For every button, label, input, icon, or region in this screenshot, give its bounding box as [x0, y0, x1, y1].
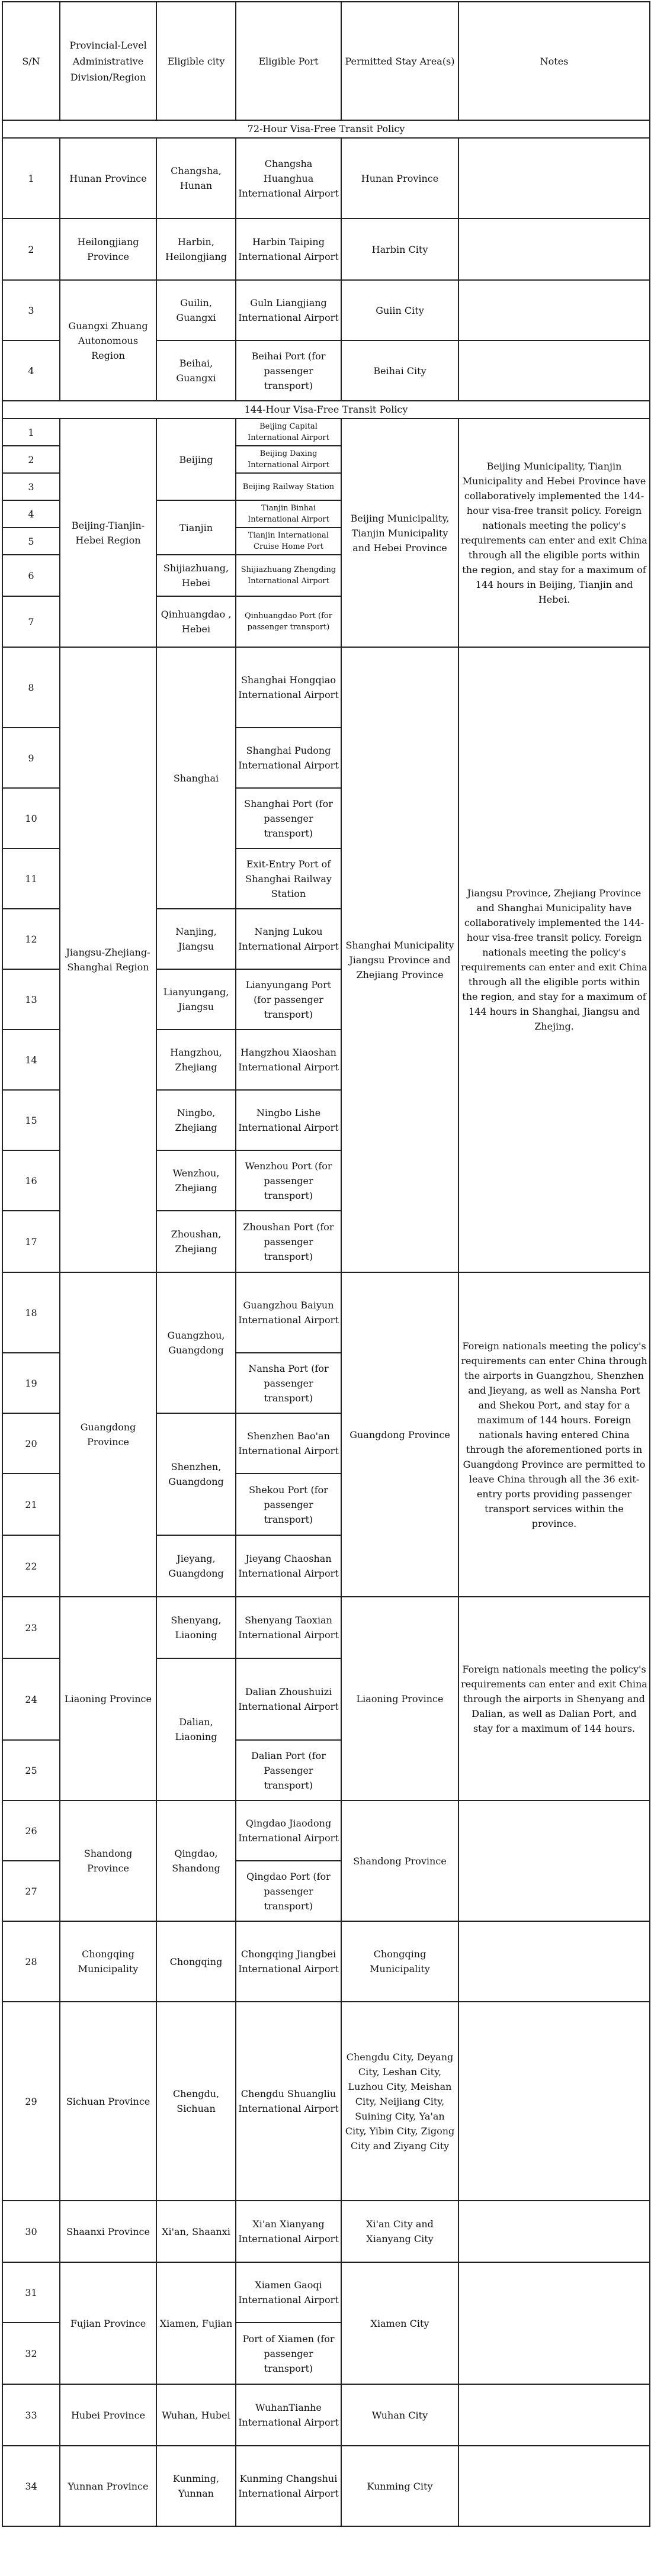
cell-area: Shanghai Municipality Jiangsu Province and Zhejiang Province: [341, 647, 458, 1272]
cell-port: Dalian Zhoushuizi International Airport: [236, 1658, 341, 1740]
cell-port: Shanghai Pudong International Airport: [236, 728, 341, 788]
cell-sn: 21: [2, 1474, 60, 1535]
cell-notes: [458, 280, 650, 340]
cell-notes: [458, 2201, 650, 2262]
cell-division: Yunnan Province: [60, 2446, 156, 2526]
cell-area: Guiin City: [341, 280, 458, 340]
cell-city: Dalian, Liaoning: [156, 1658, 236, 1800]
cell-sn: 3: [2, 280, 60, 340]
table-row: [2, 280, 650, 340]
table-row: [2, 1597, 650, 1658]
cell-city: Changsha, Hunan: [156, 138, 236, 218]
cell-port: Changsha Huanghua International Airport: [236, 138, 341, 218]
cell-area: Chengdu City, Deyang City, Leshan City, Luzhou City, Meishan City, Neijiang City, Suining City, Ya'an City, Yibin City, Zigong City and Ziyang City: [341, 2002, 458, 2201]
cell-city: Jieyang, Guangdong: [156, 1535, 236, 1597]
cell-port: Shenzhen Bao'an International Airport: [236, 1413, 341, 1474]
cell-notes: [458, 2446, 650, 2526]
cell-sn: 18: [2, 1272, 60, 1353]
cell-sn: 4: [2, 500, 60, 528]
cell-city: Qinhuangdao , Hebei: [156, 596, 236, 647]
cell-port: WuhanTianhe International Airport: [236, 2384, 341, 2446]
cell-sn: 23: [2, 1597, 60, 1658]
cell-area: Hunan Province: [341, 138, 458, 218]
cell-port: Beijing Daxing International Airport: [236, 446, 341, 473]
cell-city: Guangzhou, Guangdong: [156, 1272, 236, 1413]
cell-port: Qingdao Port (for passenger transport): [236, 1861, 341, 1921]
cell-sn: 2: [2, 218, 60, 280]
cell-area: Beijing Municipality, Tianjin Municipality and Hebei Province: [341, 419, 458, 647]
table-row: [2, 138, 650, 218]
cell-port: Shijiazhuang Zhengding International Airport: [236, 555, 341, 596]
cell-notes: [458, 2262, 650, 2384]
cell-sn: 26: [2, 1800, 60, 1861]
cell-sn: 6: [2, 555, 60, 596]
table-row: [2, 1272, 650, 1353]
cell-port: Zhoushan Port (for passenger transport): [236, 1211, 341, 1272]
cell-sn: 2: [2, 446, 60, 473]
cell-sn: 13: [2, 969, 60, 1030]
cell-port: Beijing Capital International Airport: [236, 419, 341, 446]
table-row: [2, 1921, 650, 2002]
cell-area: Chongqing Municipality: [341, 1921, 458, 2002]
cell-city: Harbin, Heilongjiang: [156, 218, 236, 280]
cell-notes: [458, 1800, 650, 1921]
section-row: [2, 120, 650, 138]
cell-port: Shanghai Port (for passenger transport): [236, 788, 341, 848]
cell-city: Ningbo, Zhejiang: [156, 1090, 236, 1150]
cell-notes: [458, 138, 650, 218]
cell-area: Wuhan City: [341, 2384, 458, 2446]
cell-area: Xiamen City: [341, 2262, 458, 2384]
cell-sn: 14: [2, 1030, 60, 1090]
cell-sn: 33: [2, 2384, 60, 2446]
cell-port: Shenyang Taoxian International Airport: [236, 1597, 341, 1658]
cell-area: Beihai City: [341, 340, 458, 401]
table-row: [2, 2384, 650, 2446]
cell-city: Kunming, Yunnan: [156, 2446, 236, 2526]
cell-sn: 17: [2, 1211, 60, 1272]
cell-division: Hunan Province: [60, 138, 156, 218]
cell-notes: Foreign nationals meeting the policy's requirements can enter China through the airports in Guangzhou, Shenzhen and Jieyang, as well as Nansha Port and Shekou Port, and stay for a maximum of 144 hours. Foreign nationals having entered China through the aforementioned ports in Guangdong Province are permitted to leave China through all the 36 exit-entry ports providing passenger transport services within the province.: [458, 1272, 650, 1597]
cell-area: Liaoning Province: [341, 1597, 458, 1800]
cell-city: Xi'an, Shaanxi: [156, 2201, 236, 2262]
cell-sn: 34: [2, 2446, 60, 2526]
cell-city: Chengdu, Sichuan: [156, 2002, 236, 2201]
cell-port: Xi'an Xianyang International Airport: [236, 2201, 341, 2262]
cell-port: Port of Xiamen (for passenger transport): [236, 2323, 341, 2384]
header-row: [2, 2, 650, 120]
section-title-144: 144-Hour Visa-Free Transit Policy: [2, 401, 650, 419]
header-city: Eligible city: [156, 2, 236, 120]
cell-city: Shenyang, Liaoning: [156, 1597, 236, 1658]
cell-sn: 1: [2, 419, 60, 446]
cell-city: Nanjing, Jiangsu: [156, 909, 236, 969]
header-port: Eligible Port: [236, 2, 341, 120]
cell-port: Kunming Changshui International Airport: [236, 2446, 341, 2526]
cell-city: Xiamen, Fujian: [156, 2262, 236, 2384]
cell-sn: 22: [2, 1535, 60, 1597]
cell-port: Tianjin International Cruise Home Port: [236, 528, 341, 555]
cell-port: Harbin Taiping International Airport: [236, 218, 341, 280]
cell-city: Guilin, Guangxi: [156, 280, 236, 340]
table-row: [2, 1800, 650, 1861]
cell-division: Shandong Province: [60, 1800, 156, 1921]
cell-division: Liaoning Province: [60, 1597, 156, 1800]
cell-notes: Beijing Municipality, Tianjin Municipality and Hebei Province have collaboratively implemented the 144-hour visa-free transit policy. Foreign nationals meeting the policy's requirements can enter and exit China through all the eligible ports within the region, and stay for a maximum of 144 hours in Beijing, Tianjin and Hebei.: [458, 419, 650, 647]
cell-port: Xiamen Gaoqi International Airport: [236, 2262, 341, 2323]
cell-notes: Jiangsu Province, Zhejiang Province and Shanghai Municipality have collaboratively implemented the 144-hour visa-free transit policy. Foreign nationals meeting the policy's requirements can enter and exit China through all the eligible ports within the region, and stay for a maximum of 144 hours in Shanghai, Jiangsu and Zhejing.: [458, 647, 650, 1272]
table-row: [2, 647, 650, 728]
cell-port: Nanjng Lukou International Airport: [236, 909, 341, 969]
cell-port: Tianjin Binhai International Airport: [236, 500, 341, 528]
cell-city: Wenzhou, Zhejiang: [156, 1150, 236, 1211]
cell-port: Shanghai Hongqiao International Airport: [236, 647, 341, 728]
cell-sn: 24: [2, 1658, 60, 1740]
cell-division: Fujian Province: [60, 2262, 156, 2384]
cell-division: Hubei Province: [60, 2384, 156, 2446]
cell-port: Guln Liangjiang International Airport: [236, 280, 341, 340]
cell-notes: [458, 340, 650, 401]
cell-division: Jiangsu-Zhejiang-Shanghai Region: [60, 647, 156, 1272]
cell-port: Beijing Railway Station: [236, 473, 341, 500]
table-row: [2, 218, 650, 280]
cell-sn: 5: [2, 528, 60, 555]
cell-notes: [458, 2384, 650, 2446]
visa-free-transit-table: [2, 1, 650, 2527]
cell-division: Guangxi Zhuang Autonomous Region: [60, 280, 156, 401]
cell-port: Dalian Port (for Passenger transport): [236, 1740, 341, 1800]
cell-division: Chongqing Municipality: [60, 1921, 156, 2002]
cell-sn: 25: [2, 1740, 60, 1800]
cell-sn: 19: [2, 1353, 60, 1413]
cell-notes: [458, 2002, 650, 2201]
cell-port: Wenzhou Port (for passenger transport): [236, 1150, 341, 1211]
cell-notes: [458, 1921, 650, 2002]
table-row: [2, 419, 650, 446]
cell-sn: 32: [2, 2323, 60, 2384]
cell-city: Qingdao, Shandong: [156, 1800, 236, 1921]
section-row: [2, 401, 650, 419]
cell-port: Shekou Port (for passenger transport): [236, 1474, 341, 1535]
header-division: Provincial-Level Administrative Division/Region: [60, 2, 156, 120]
cell-city: Zhoushan, Zhejiang: [156, 1211, 236, 1272]
cell-port: Exit-Entry Port of Shanghai Railway Station: [236, 848, 341, 909]
cell-city: Wuhan, Hubei: [156, 2384, 236, 2446]
cell-city: Tianjin: [156, 500, 236, 555]
cell-port: Ningbo Lishe International Airport: [236, 1090, 341, 1150]
table-row: [2, 2002, 650, 2201]
cell-sn: 30: [2, 2201, 60, 2262]
cell-area: Kunming City: [341, 2446, 458, 2526]
cell-port: Beihai Port (for passenger transport): [236, 340, 341, 401]
cell-port: Nansha Port (for passenger transport): [236, 1353, 341, 1413]
cell-division: Beijing-Tianjin-Hebei Region: [60, 419, 156, 647]
cell-port: Hangzhou Xiaoshan International Airport: [236, 1030, 341, 1090]
cell-port: Qingdao Jiaodong International Airport: [236, 1800, 341, 1861]
cell-city: Hangzhou, Zhejiang: [156, 1030, 236, 1090]
cell-sn: 27: [2, 1861, 60, 1921]
cell-port: Guangzhou Baiyun International Airport: [236, 1272, 341, 1353]
cell-sn: 28: [2, 1921, 60, 2002]
cell-sn: 16: [2, 1150, 60, 1211]
cell-sn: 20: [2, 1413, 60, 1474]
cell-city: Lianyungang, Jiangsu: [156, 969, 236, 1030]
header-area: Permitted Stay Area(s): [341, 2, 458, 120]
cell-port: Lianyungang Port (for passenger transport): [236, 969, 341, 1030]
cell-sn: 8: [2, 647, 60, 728]
cell-city: Shenzhen, Guangdong: [156, 1413, 236, 1535]
cell-sn: 31: [2, 2262, 60, 2323]
cell-port: Chengdu Shuangliu International Airport: [236, 2002, 341, 2201]
cell-sn: 12: [2, 909, 60, 969]
cell-division: Guangdong Province: [60, 1272, 156, 1597]
cell-sn: 29: [2, 2002, 60, 2201]
cell-sn: 10: [2, 788, 60, 848]
table-row: [2, 2262, 650, 2323]
cell-port: Chongqing Jiangbei International Airport: [236, 1921, 341, 2002]
cell-sn: 1: [2, 138, 60, 218]
cell-port: Jieyang Chaoshan International Airport: [236, 1535, 341, 1597]
cell-sn: 4: [2, 340, 60, 401]
cell-city: Beihai, Guangxi: [156, 340, 236, 401]
cell-city: Beijing: [156, 419, 236, 500]
cell-division: Sichuan Province: [60, 2002, 156, 2201]
cell-sn: 15: [2, 1090, 60, 1150]
table-row: [2, 2201, 650, 2262]
cell-area: Harbin City: [341, 218, 458, 280]
cell-notes: [458, 218, 650, 280]
cell-city: Shanghai: [156, 647, 236, 909]
cell-sn: 3: [2, 473, 60, 500]
cell-port: Qinhuangdao Port (for passenger transport): [236, 596, 341, 647]
header-notes: Notes: [458, 2, 650, 120]
cell-city: Chongqing: [156, 1921, 236, 2002]
cell-area: Guangdong Province: [341, 1272, 458, 1597]
cell-area: Xi'an City and Xianyang City: [341, 2201, 458, 2262]
cell-area: Shandong Province: [341, 1800, 458, 1921]
cell-sn: 7: [2, 596, 60, 647]
cell-city: Shijiazhuang, Hebei: [156, 555, 236, 596]
cell-sn: 11: [2, 848, 60, 909]
cell-division: Shaanxi Province: [60, 2201, 156, 2262]
cell-sn: 9: [2, 728, 60, 788]
cell-division: Heilongjiang Province: [60, 218, 156, 280]
header-sn: S/N: [2, 2, 60, 120]
cell-notes: Foreign nationals meeting the policy's requirements can enter and exit China through the airports in Shenyang and Dalian, as well as Dalian Port, and stay for a maximum of 144 hours.: [458, 1597, 650, 1800]
table-row: [2, 2446, 650, 2526]
section-title-72: 72-Hour Visa-Free Transit Policy: [2, 120, 650, 138]
